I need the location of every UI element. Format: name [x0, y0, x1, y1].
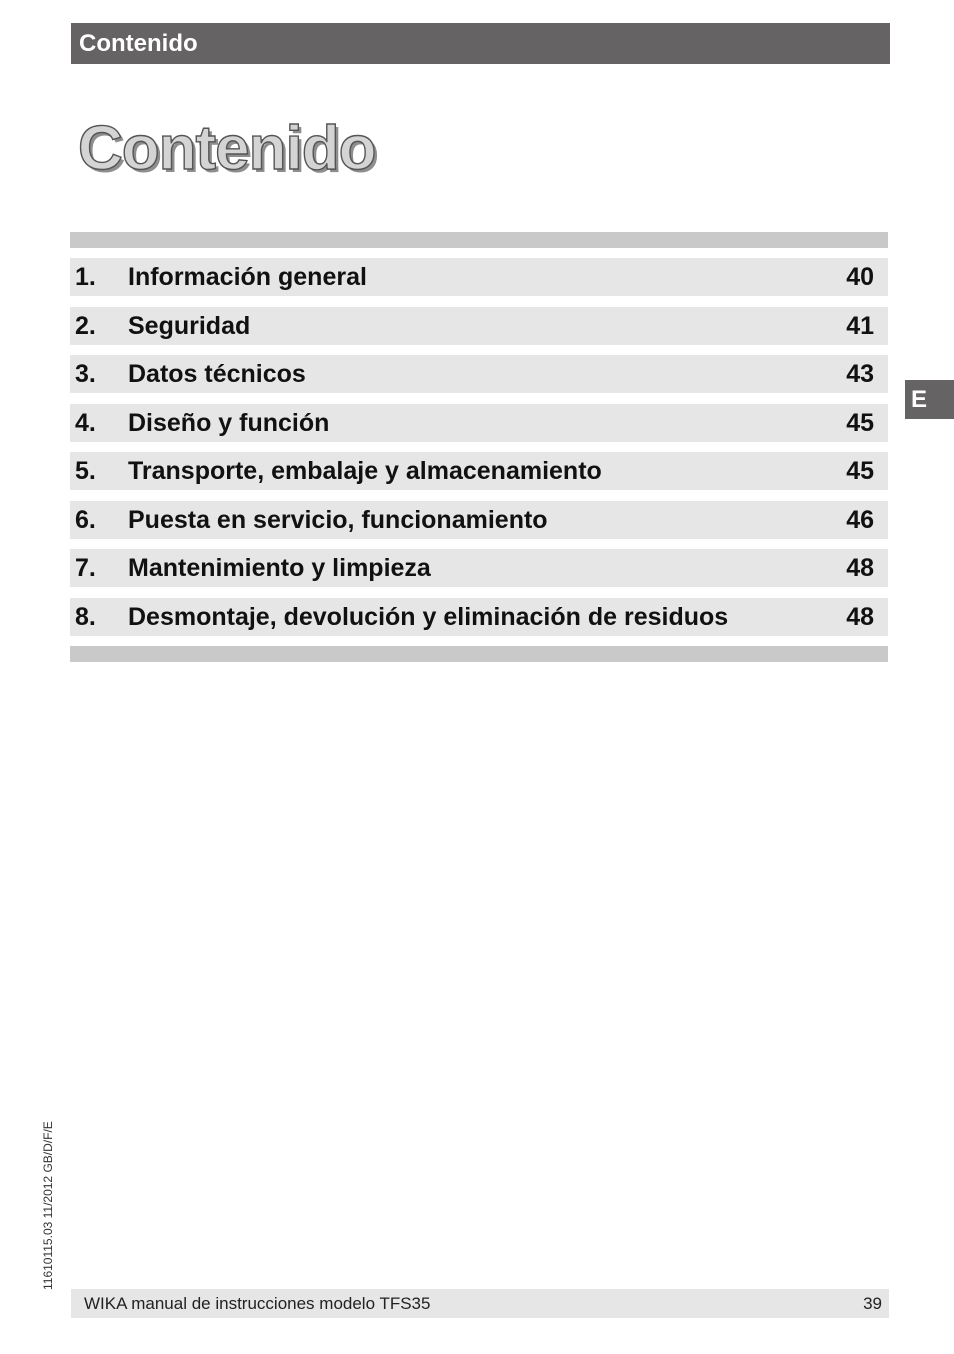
toc-entry-4[interactable] [70, 404, 888, 442]
language-tab: E [905, 380, 954, 419]
toc-entry-title: Datos técnicos [128, 360, 306, 388]
toc-entry-page: 46 [846, 505, 874, 534]
toc-entry-number: 3. [75, 360, 96, 388]
toc-bottom-divider [70, 646, 888, 662]
toc-entry-8[interactable] [70, 598, 888, 636]
page-number: 39 [863, 1294, 882, 1313]
toc-entry-title: Seguridad [128, 311, 251, 340]
toc-entry-title: Información general [128, 263, 367, 291]
toc-entry-page: 41 [846, 311, 874, 340]
toc-entry-number: 6. [75, 505, 96, 534]
toc-entry-3[interactable] [70, 355, 888, 393]
toc-entry-number: 5. [75, 457, 96, 485]
toc-entry-title: Desmontaje, devolución y eliminación de residuos [128, 602, 729, 631]
toc-entry-page: 48 [846, 554, 874, 582]
section-header [71, 23, 890, 64]
section-header-title: Contenido [79, 30, 198, 57]
toc-entry-page: 45 [846, 408, 874, 437]
table-of-contents [70, 258, 888, 646]
toc-entry-title: Transporte, embalaje y almacenamiento [128, 457, 602, 485]
toc-entry-7[interactable] [70, 549, 888, 587]
toc-entry-page: 45 [846, 457, 874, 485]
toc-entry-page: 48 [846, 602, 874, 631]
page-footer [71, 1289, 889, 1318]
page-title: Contenido [78, 114, 376, 183]
toc-entry-page: 43 [846, 360, 874, 388]
toc-entry-title: Puesta en servicio, funcionamiento [128, 505, 548, 534]
toc-entry-title: Diseño y función [128, 408, 330, 437]
toc-entry-5[interactable] [70, 452, 888, 490]
toc-entry-2[interactable] [70, 307, 888, 345]
toc-entry-1[interactable] [70, 258, 888, 296]
toc-entry-6[interactable] [70, 501, 888, 539]
toc-entry-number: 8. [75, 602, 96, 631]
document-code: 11610115.03 11/2012 GB/D/F/E [41, 1121, 55, 1290]
footer-text: WIKA manual de instrucciones modelo TFS35 [84, 1294, 431, 1313]
toc-entry-number: 4. [75, 408, 96, 437]
toc-top-divider [70, 232, 888, 248]
toc-entry-number: 2. [75, 311, 96, 340]
toc-entry-number: 7. [75, 554, 96, 582]
toc-entry-page: 40 [846, 263, 874, 291]
toc-entry-number: 1. [75, 263, 96, 291]
toc-entry-title: Mantenimiento y limpieza [128, 554, 431, 582]
